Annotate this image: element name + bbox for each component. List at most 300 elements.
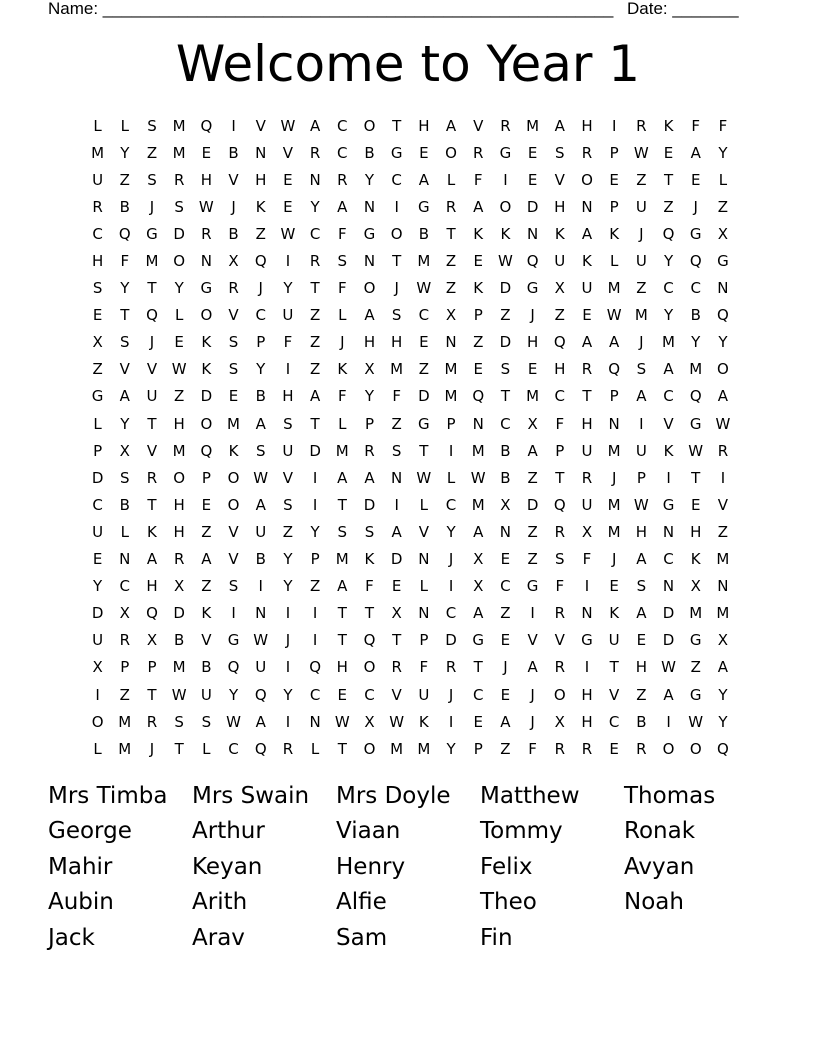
grid-letter: I	[584, 658, 590, 677]
grid-letter: M	[417, 252, 431, 271]
grid-letter: N	[363, 197, 376, 216]
grid-letter: V	[228, 522, 239, 541]
grid-letter: Y	[691, 333, 701, 352]
grid-letter: B	[228, 224, 239, 243]
grid-letter: N	[499, 522, 512, 541]
grid-letter: X	[717, 224, 729, 243]
grid-letter: G	[526, 577, 539, 596]
grid-letter: S	[555, 550, 565, 569]
grid-letter: V	[282, 468, 294, 487]
grid-letter: F	[555, 414, 565, 433]
grid-letter: T	[174, 739, 184, 758]
grid-letter: G	[390, 143, 403, 162]
grid-letter: H	[418, 116, 430, 135]
grid-letter: F	[337, 224, 347, 243]
grid-letter: A	[255, 495, 266, 514]
grid-letter: G	[200, 279, 213, 298]
grid-letter: E	[283, 197, 293, 216]
word-bank-item: Viaan	[336, 818, 401, 845]
grid-letter: J	[611, 550, 617, 569]
grid-letter: W	[253, 631, 269, 650]
grid-letter: Z	[146, 143, 158, 162]
grid-letter: P	[636, 468, 646, 487]
word-bank-item: Mrs Timba	[48, 782, 168, 809]
grid-letter: U	[635, 197, 647, 216]
grid-letter: U	[92, 522, 104, 541]
grid-letter: R	[581, 360, 593, 379]
grid-letter: Y	[120, 279, 130, 298]
word-bank-item: Henry	[336, 853, 406, 880]
grid-letter: R	[581, 143, 593, 162]
grid-letter: Z	[445, 252, 457, 271]
grid-letter: V	[609, 685, 620, 704]
grid-letter: U	[92, 170, 104, 189]
grid-letter: A	[119, 387, 130, 406]
word-bank-item: Jack	[48, 924, 95, 951]
grid-letter: M	[444, 387, 458, 406]
grid-letter: A	[473, 604, 484, 623]
grid-letter: E	[473, 360, 483, 379]
grid-letter: S	[364, 522, 375, 541]
grid-letter: Z	[309, 333, 321, 352]
grid-letter: Z	[717, 197, 729, 216]
grid-letter: B	[255, 550, 266, 569]
grid-letter: G	[91, 387, 104, 406]
grid-letter: N	[418, 604, 430, 623]
grid-letter: Y	[174, 279, 184, 298]
grid-letter: Z	[717, 522, 729, 541]
word-bank-item: Noah	[624, 889, 684, 916]
grid-letter: S	[337, 522, 348, 541]
grid-letter: Q	[717, 739, 729, 758]
grid-letter: J	[611, 468, 617, 487]
grid-letter: O	[227, 495, 240, 514]
grid-letter: E	[228, 387, 239, 406]
word-bank-item: Tommy	[480, 818, 563, 845]
grid-letter: R	[282, 739, 294, 758]
grid-letter: Y	[283, 685, 293, 704]
word-bank-item: Matthew	[480, 782, 580, 809]
grid-letter: G	[689, 631, 702, 650]
grid-letter: G	[363, 224, 376, 243]
grid-letter: K	[201, 604, 212, 623]
grid-letter: F	[283, 333, 293, 352]
grid-letter: R	[228, 279, 239, 298]
grid-letter: E	[500, 550, 511, 569]
grid-letter: M	[172, 143, 186, 162]
grid-letter: K	[418, 712, 429, 731]
grid-letter: Y	[718, 143, 728, 162]
grid-letter: V	[418, 522, 429, 541]
grid-letter: A	[500, 712, 511, 731]
grid-letter: Q	[146, 306, 158, 325]
grid-letter: F	[555, 577, 565, 596]
grid-letter: H	[391, 333, 403, 352]
grid-letter: Z	[527, 522, 538, 541]
grid-letter: E	[337, 685, 348, 704]
word-search-grid	[84, 112, 737, 762]
grid-letter: D	[418, 387, 430, 406]
grid-letter: Z	[309, 306, 321, 325]
grid-letter: W	[606, 306, 622, 325]
worksheet-header	[0, 0, 816, 22]
grid-letter: W	[688, 441, 704, 460]
grid-letter: K	[201, 333, 212, 352]
name-field-label: Name: ______________________________________________________	[48, 0, 614, 18]
word-bank-item: Mahir	[48, 853, 113, 880]
grid-letter: X	[527, 414, 538, 433]
grid-letter: W	[633, 495, 649, 514]
grid-letter: E	[92, 306, 103, 325]
grid-letter: A	[364, 306, 375, 325]
word-bank-item: Mrs Swain	[192, 782, 310, 809]
grid-letter: Z	[174, 387, 185, 406]
grid-letter: A	[364, 468, 375, 487]
grid-letter: H	[363, 333, 376, 352]
grid-letter: R	[581, 468, 593, 487]
grid-letter: Z	[445, 279, 457, 298]
grid-letter: Q	[146, 604, 158, 623]
grid-letter: L	[718, 170, 728, 189]
grid-letter: J	[448, 685, 454, 704]
grid-letter: R	[337, 170, 348, 189]
grid-letter: S	[120, 468, 130, 487]
grid-letter: T	[337, 631, 347, 650]
grid-letter: H	[581, 712, 593, 731]
grid-letter: Q	[553, 333, 566, 352]
word-bank-item: Aubin	[48, 889, 114, 916]
grid-letter: W	[226, 712, 241, 731]
grid-letter: C	[663, 279, 674, 298]
grid-letter: A	[255, 712, 266, 731]
grid-letter: L	[120, 522, 129, 541]
grid-letter: I	[448, 441, 454, 460]
grid-letter: I	[720, 468, 726, 487]
grid-letter: Z	[473, 333, 484, 352]
grid-letter: W	[334, 712, 350, 731]
grid-letter: D	[309, 441, 321, 460]
grid-letter: Y	[446, 522, 456, 541]
grid-letter: Z	[636, 170, 647, 189]
grid-letter: Z	[119, 170, 130, 189]
grid-letter: S	[255, 441, 266, 460]
grid-letter: G	[418, 197, 430, 216]
grid-letter: F	[528, 739, 537, 758]
grid-letter: F	[473, 170, 483, 189]
grid-letter: Q	[553, 495, 566, 514]
grid-letter: D	[662, 631, 675, 650]
grid-letter: A	[473, 197, 484, 216]
grid-letter: M	[145, 252, 159, 271]
grid-letter: Q	[309, 658, 321, 677]
grid-letter: D	[390, 550, 403, 569]
grid-letter: T	[337, 739, 347, 758]
grid-letter: U	[255, 658, 267, 677]
grid-letter: Y	[364, 170, 375, 189]
grid-letter: W	[280, 116, 296, 135]
grid-letter: P	[310, 550, 320, 569]
page-title: Welcome to Year 1	[175, 35, 641, 93]
grid-letter: F	[337, 279, 347, 298]
grid-letter: N	[391, 468, 403, 487]
grid-letter: Q	[200, 116, 213, 135]
grid-letter: Y	[663, 306, 674, 325]
grid-letter: M	[662, 333, 675, 352]
grid-letter: V	[228, 550, 239, 569]
grid-letter: S	[228, 577, 239, 596]
grid-letter: I	[231, 116, 236, 135]
grid-letter: R	[554, 658, 565, 677]
grid-letter: D	[173, 224, 185, 243]
grid-letter: P	[147, 658, 157, 677]
grid-letter: L	[310, 739, 320, 758]
grid-letter: X	[92, 333, 103, 352]
grid-letter: J	[285, 631, 291, 650]
word-bank-item: Thomas	[624, 782, 716, 809]
grid-letter: D	[363, 495, 376, 514]
grid-letter: N	[255, 143, 267, 162]
grid-letter: Y	[120, 414, 130, 433]
grid-letter: M	[607, 522, 621, 541]
grid-letter: V	[228, 306, 239, 325]
grid-letter: C	[119, 577, 131, 596]
grid-letter: Y	[310, 522, 320, 541]
grid-letter: F	[691, 116, 701, 135]
grid-letter: D	[662, 604, 675, 623]
grid-letter: C	[92, 224, 103, 243]
grid-letter: M	[634, 306, 648, 325]
word-bank-item: Theo	[480, 889, 537, 916]
grid-letter: H	[581, 685, 593, 704]
grid-letter: S	[283, 414, 293, 433]
grid-letter: H	[690, 522, 702, 541]
grid-letter: I	[312, 631, 318, 650]
grid-letter: I	[285, 252, 291, 271]
grid-letter: V	[146, 441, 158, 460]
grid-letter: U	[92, 631, 104, 650]
grid-letter: S	[174, 197, 184, 216]
grid-letter: P	[256, 333, 266, 352]
grid-letter: A	[636, 550, 647, 569]
grid-letter: X	[554, 279, 565, 298]
grid-letter: S	[391, 441, 402, 460]
grid-letter: T	[446, 224, 456, 243]
grid-letter: E	[636, 631, 647, 650]
grid-letter: P	[120, 658, 130, 677]
grid-letter: J	[530, 306, 535, 325]
grid-letter: A	[636, 387, 647, 406]
grid-letter: W	[688, 712, 704, 731]
grid-letter: U	[554, 252, 566, 271]
grid-letter: J	[340, 333, 345, 352]
grid-letter: C	[364, 685, 375, 704]
grid-letter: U	[282, 306, 294, 325]
grid-letter: E	[527, 360, 538, 379]
grid-letter: P	[555, 441, 565, 460]
grid-letter: C	[445, 495, 457, 514]
grid-letter: H	[581, 414, 593, 433]
grid-letter: M	[716, 550, 730, 569]
grid-letter: Q	[254, 252, 267, 271]
grid-letter: V	[717, 495, 729, 514]
grid-letter: E	[419, 333, 429, 352]
grid-letter: V	[663, 414, 674, 433]
grid-letter: G	[689, 414, 702, 433]
grid-letter: O	[662, 739, 675, 758]
grid-letter: K	[147, 522, 157, 541]
word-bank-item: Ronak	[624, 818, 696, 845]
grid-letter: Q	[689, 252, 702, 271]
grid-letter: K	[582, 252, 592, 271]
grid-letter: M	[118, 739, 132, 758]
grid-letter: X	[119, 441, 130, 460]
grid-letter: X	[445, 306, 457, 325]
grid-letter: R	[364, 441, 375, 460]
grid-letter: G	[717, 252, 729, 271]
grid-letter: I	[285, 604, 291, 623]
grid-letter: O	[173, 468, 186, 487]
grid-letter: N	[309, 170, 321, 189]
grid-letter: Y	[718, 333, 728, 352]
grid-letter: B	[201, 658, 212, 677]
grid-letter: L	[419, 577, 429, 596]
grid-letter: Y	[228, 685, 239, 704]
grid-letter: C	[391, 170, 402, 189]
grid-letter: H	[554, 197, 566, 216]
grid-letter: M	[172, 658, 186, 677]
grid-letter: X	[554, 712, 565, 731]
grid-letter: E	[201, 143, 212, 162]
grid-letter: N	[255, 604, 267, 623]
grid-letter: B	[174, 631, 185, 650]
grid-letter: C	[92, 495, 103, 514]
grid-letter: A	[717, 658, 729, 677]
grid-letter: I	[394, 495, 399, 514]
grid-letter: A	[146, 550, 158, 569]
grid-letter: C	[228, 739, 239, 758]
grid-letter: Q	[254, 685, 267, 704]
grid-letter: J	[149, 739, 155, 758]
grid-letter: C	[554, 387, 566, 406]
grid-letter: M	[390, 360, 404, 379]
grid-letter: H	[173, 495, 185, 514]
grid-letter: C	[418, 306, 430, 325]
grid-letter: K	[201, 360, 212, 379]
grid-letter: M	[172, 441, 186, 460]
grid-letter: H	[146, 577, 158, 596]
grid-letter: S	[147, 170, 157, 189]
grid-letter: R	[146, 712, 158, 731]
grid-letter: I	[666, 712, 671, 731]
grid-letter: H	[526, 333, 539, 352]
grid-letter: O	[581, 170, 593, 189]
grid-letter: S	[92, 279, 103, 298]
grid-letter: A	[581, 333, 593, 352]
grid-letter: Y	[446, 739, 456, 758]
grid-letter: T	[147, 279, 157, 298]
grid-letter: D	[526, 197, 539, 216]
grid-letter: N	[119, 550, 131, 569]
grid-letter: A	[337, 468, 348, 487]
grid-letter: T	[582, 387, 592, 406]
grid-letter: C	[309, 224, 321, 243]
grid-letter: Z	[282, 522, 294, 541]
grid-letter: I	[312, 604, 318, 623]
grid-letter: G	[472, 631, 485, 650]
grid-letter: S	[283, 495, 293, 514]
grid-letter: G	[499, 143, 512, 162]
grid-letter: Y	[663, 252, 674, 271]
grid-letter: L	[120, 116, 129, 135]
grid-letter: T	[609, 658, 619, 677]
grid-letter: I	[611, 116, 617, 135]
grid-letter: M	[227, 414, 240, 433]
grid-letter: E	[609, 739, 619, 758]
grid-letter: E	[690, 170, 701, 189]
grid-letter: L	[419, 495, 429, 514]
grid-letter: E	[391, 577, 402, 596]
grid-letter: Z	[527, 468, 538, 487]
grid-letter: U	[581, 279, 593, 298]
grid-letter: V	[554, 631, 565, 650]
grid-letter: R	[119, 631, 130, 650]
grid-letter: Y	[93, 577, 103, 596]
grid-letter: H	[554, 360, 566, 379]
grid-letter: J	[503, 658, 508, 677]
grid-letter: Z	[663, 197, 674, 216]
grid-letter: O	[173, 252, 186, 271]
grid-letter: R	[309, 143, 321, 162]
grid-letter: I	[503, 170, 508, 189]
grid-letter: Z	[92, 360, 103, 379]
grid-letter: B	[364, 143, 375, 162]
grid-letter: F	[365, 577, 374, 596]
grid-letter: S	[636, 360, 647, 379]
grid-letter: X	[92, 658, 103, 677]
grid-letter: T	[473, 658, 483, 677]
grid-letter: A	[309, 387, 321, 406]
grid-letter: F	[582, 550, 592, 569]
grid-letter: P	[93, 441, 103, 460]
grid-letter: E	[663, 143, 674, 162]
grid-letter: Q	[662, 224, 675, 243]
grid-letter: O	[363, 279, 376, 298]
grid-letter: A	[663, 685, 674, 704]
grid-letter: A	[255, 414, 266, 433]
grid-letter: M	[526, 116, 540, 135]
grid-letter: A	[337, 197, 348, 216]
grid-letter: A	[663, 360, 674, 379]
grid-letter: Z	[500, 306, 511, 325]
grid-letter: X	[228, 252, 239, 271]
grid-letter: D	[91, 604, 104, 623]
grid-letter: M	[526, 387, 540, 406]
grid-letter: M	[417, 739, 431, 758]
grid-letter: C	[500, 414, 511, 433]
grid-letter: M	[118, 712, 132, 731]
grid-letter: R	[500, 116, 511, 135]
grid-letter: T	[120, 306, 130, 325]
grid-letter: A	[337, 577, 348, 596]
grid-letter: V	[201, 631, 212, 650]
grid-letter: T	[555, 468, 565, 487]
grid-letter: E	[500, 685, 511, 704]
grid-letter: L	[338, 306, 347, 325]
grid-letter: A	[581, 224, 593, 243]
grid-letter: R	[92, 197, 103, 216]
grid-letter: E	[609, 170, 619, 189]
grid-letter: M	[689, 360, 703, 379]
